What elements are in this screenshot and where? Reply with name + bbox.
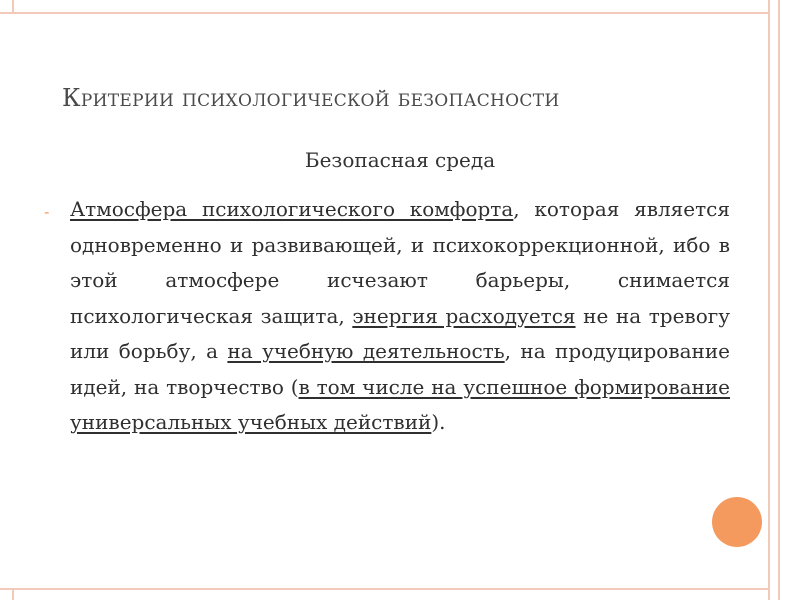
slide-subtitle: Безопасная среда xyxy=(304,148,496,172)
decorative-frame-bottom xyxy=(0,588,770,590)
decorative-frame-left-top xyxy=(12,0,14,14)
decorative-frame-right xyxy=(768,0,780,600)
underlined-phrase-energy: энергия расходуется xyxy=(352,303,576,328)
paragraph-text-4: ). xyxy=(431,410,446,434)
slide-title: Критерии психологической безопасности xyxy=(62,84,560,112)
underlined-phrase-atmosphere: Атмосфера психологического комфорта xyxy=(70,197,514,221)
paragraph-text-3: , на продуцирование идей, на творчество ( xyxy=(70,339,731,399)
decorative-frame-left-bottom xyxy=(12,588,14,600)
underlined-phrase-uud: в том числе на успешное формирование универсальных учебных действий xyxy=(70,374,730,434)
accent-circle xyxy=(712,497,762,547)
bullet-marker: - xyxy=(44,202,50,221)
body-paragraph xyxy=(70,192,730,441)
paragraph-text-2: не на тревогу или борьбу, а xyxy=(70,303,730,363)
paragraph-text-1: , которая является одновременно и развивающей, и психокоррекционной, ибо в этой атмосфере исчезают барьеры, снимается психологическая защита, xyxy=(70,197,730,328)
underlined-phrase-learning: на учебную деятельность xyxy=(227,339,505,363)
decorative-frame-top xyxy=(0,0,770,14)
